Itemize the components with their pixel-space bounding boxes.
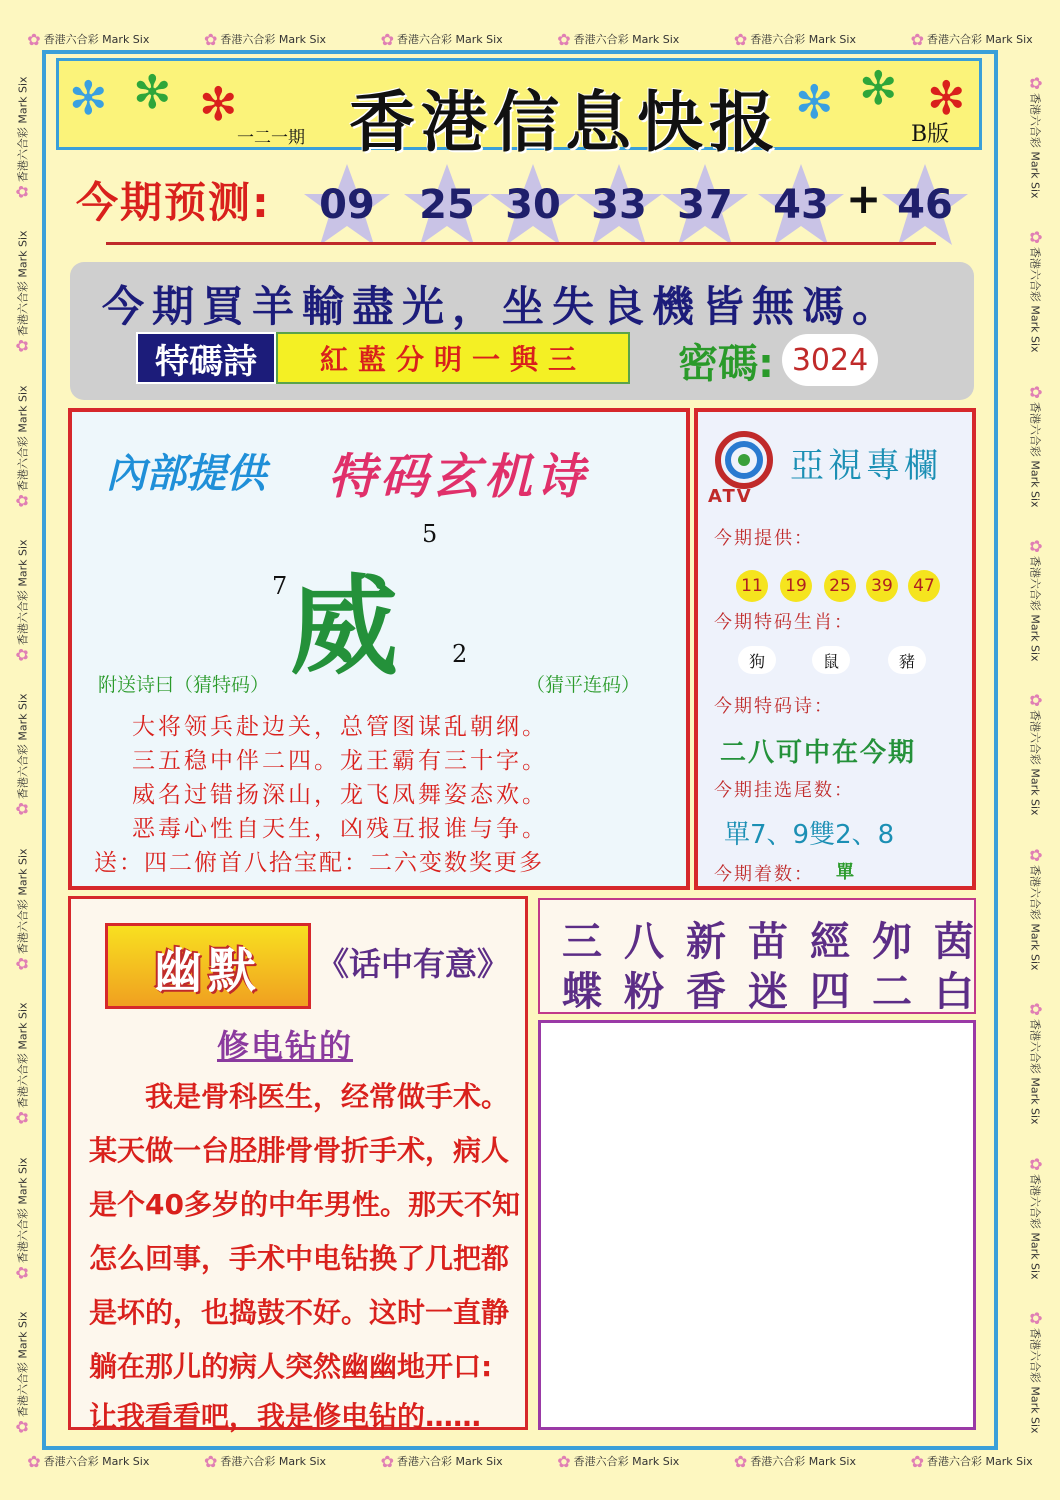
story-line: 让我看看吧，我是修电钻的…… [89,1400,482,1433]
watermark-text: 香港六合彩 Mark Six [16,539,30,646]
flower-icon: ✿ [27,29,41,49]
watermark-text: 香港六合彩 Mark Six [1029,1019,1043,1125]
flower-icon: ✿ [203,1451,218,1471]
flower-icon: ✿ [12,957,32,971]
asterisk-icon: ✻ [133,65,172,119]
flower-icon: ✿ [12,1420,32,1434]
humor-panel [68,896,528,1433]
watermark-text: 香港六合彩 Mark Six [16,385,30,491]
watermark-text: 香港六合彩 Mark Six [16,1157,30,1263]
prediction-number: 43 [773,182,829,228]
issue-number: 一二一期 [237,128,305,148]
watermark-text: 香港六合彩 Mark Six [16,76,30,182]
count-label: 今期着数： [714,864,814,885]
flower-icon: ✿ [1026,1157,1046,1171]
watermark-text: 香港六合彩 Mark Six [16,1002,30,1109]
watermark [1027,694,1046,816]
watermark-text: 香港六合彩 Mark Six [750,1455,856,1468]
number-star [302,160,392,250]
flower-icon: ✿ [12,648,32,662]
watermark [557,1452,679,1471]
prediction-label: 今期预测: [76,178,271,227]
watermark [13,848,32,970]
humor-badge [105,923,311,1009]
num-top: 5 [422,520,438,548]
inside-poem-panel [68,408,690,890]
number-ball: 19 [780,570,812,602]
flower-icon: ✿ [203,29,218,49]
atv-title: 亞視專欄 [790,446,942,486]
story-line: 怎么回事，手术中电钻换了几把都 [89,1242,510,1275]
watermark-text: 香港六合彩 Mark Six [1029,247,1043,353]
watermark [1027,385,1046,507]
watermark [13,694,32,816]
prediction-row [56,152,982,252]
zodiac-badge: 鼠 [812,646,850,674]
watermark [13,385,32,507]
tail-numbers: 單7、9雙2、8 [724,820,895,850]
watermark [1027,539,1046,661]
asterisk-icon: ✻ [927,71,966,125]
big-character: 威 [290,564,399,690]
gift-label: 附送诗曰（猜特码） [98,674,270,696]
guess-label: （猜平连码） [526,674,641,696]
prediction-number: 37 [677,182,733,228]
panel-a-right-title: 特码玄机诗 [328,449,589,505]
asterisk-icon: ✻ [795,75,834,129]
flower-icon: ✿ [1026,539,1046,553]
special-poem-label: 今期特码诗： [714,696,834,717]
flower-icon: ✿ [1026,848,1046,862]
watermark [911,30,1033,49]
watermark [13,539,32,661]
watermark [1027,231,1046,353]
poem-line: 恶毒心性自天生，凶残互报谁与争。 [132,816,548,842]
watermark-text: 香港六合彩 Mark Six [16,1311,30,1418]
verse-panel [538,898,996,1015]
provide-label: 今期提供： [714,528,814,549]
flower-icon: ✿ [12,1265,32,1280]
watermark [1027,1157,1046,1279]
story-title: 修电钻的 [217,1027,354,1065]
header-banner [56,58,982,161]
flower-icon: ✿ [380,1451,394,1471]
blank-panel [538,1020,976,1430]
flower-icon: ✿ [12,802,32,817]
atv-logo-icon [712,428,776,492]
page-title: 香港信息快报 [349,83,781,161]
story-line: 某天做一台胫腓骨骨折手术，病人 [89,1134,510,1167]
tail-label: 今期挂选尾数： [714,780,854,801]
story-line: 我是骨科医生，经常做手术。 [89,1080,510,1113]
poem-last-line: 送：四二俯首八拾宝配：二六变数奖更多 [94,850,544,876]
watermark [27,1452,149,1471]
num-bottom: 2 [452,640,468,668]
flower-icon: ✿ [733,1451,748,1471]
watermark-text: 香港六合彩 Mark Six [1029,1328,1043,1434]
num-left: 7 [272,572,288,600]
code-value: 3024 [782,334,878,386]
watermark-bottom-row [0,1446,1060,1476]
watermark [557,30,679,49]
watermark-text: 香港六合彩 Mark Six [220,1455,327,1468]
poem-line: 大将领兵赴边关，总管图谋乱朝纲。 [132,714,548,740]
main-poem-line: 今期買羊輸盡光，坐失良機皆無馮。 [102,282,903,331]
verse-line: 三八新苗經夘茵 [562,919,996,965]
panel-a-left-title: 內部提供 [106,451,266,497]
zodiac-label: 今期特码生肖： [714,612,854,633]
number-star [488,160,578,250]
watermark [1027,1312,1046,1434]
watermark [1027,76,1046,198]
number-star [756,160,846,250]
flower-icon: ✿ [1026,1311,1046,1326]
special-number: 46 [897,182,953,228]
zodiac-badge: 狗 [738,646,776,674]
watermark [911,1452,1033,1471]
flower-icon: ✿ [1026,385,1046,399]
watermark-text: 香港六合彩 Mark Six [16,848,30,955]
watermark [734,1452,856,1471]
number-star [574,160,664,250]
prediction-number: 30 [505,182,561,228]
poem-line: 威名过错扬深山，龙飞凤舞姿态欢。 [132,782,548,808]
watermark [13,1312,32,1434]
watermark [13,1003,32,1125]
watermark [13,231,32,353]
watermark-text: 香港六合彩 Mark Six [1029,1173,1043,1280]
special-poem-label: 特碼詩 [136,332,276,384]
watermark [204,1452,326,1471]
poem-box [70,262,974,400]
watermark [13,1157,32,1279]
asterisk-icon: ✻ [69,71,108,125]
poem-line: 三五稳中伴二四。龙王霸有三十字。 [132,748,548,774]
watermark-text: 香港六合彩 Mark Six [220,33,327,46]
watermark-right-column [1016,60,1056,1450]
watermark [1027,1003,1046,1125]
flower-icon: ✿ [1026,693,1046,708]
flower-icon: ✿ [1026,230,1046,245]
flower-icon: ✿ [1026,76,1046,90]
prediction-number: 09 [319,182,375,228]
watermark-left-column [2,60,42,1450]
watermark [1027,848,1046,970]
flower-icon: ✿ [557,1451,571,1471]
watermark-text: 香港六合彩 Mark Six [1029,555,1043,662]
number-ball: 11 [736,570,768,602]
number-ball: 47 [908,570,940,602]
watermark-text: 香港六合彩 Mark Six [1029,401,1043,508]
watermark [381,30,503,49]
number-ball: 25 [824,570,856,602]
humor-label: 幽默 [153,942,262,999]
watermark-text: 香港六合彩 Mark Six [16,693,30,800]
flower-icon: ✿ [12,1111,32,1125]
flower-icon: ✿ [910,29,924,49]
humor-subtitle: 《话中有意》 [317,945,510,983]
watermark-text: 香港六合彩 Mark Six [43,1455,150,1468]
watermark-text: 香港六合彩 Mark Six [1029,864,1043,971]
divider [106,242,936,245]
special-poem: 二八可中在今期 [720,738,917,768]
watermark-text: 香港六合彩 Mark Six [1029,710,1043,817]
count-value: 單 [836,862,854,883]
watermark [13,76,32,198]
watermark-text: 香港六合彩 Mark Six [1029,92,1043,199]
flower-icon: ✿ [12,493,32,508]
atv-logo-text: ATV [708,486,753,507]
story-line: 躺在那儿的病人突然幽幽地开口: [89,1350,493,1383]
story-line: 是个40多岁的中年男性。那天不知 [89,1188,520,1221]
code-label: 密碼: [678,341,774,387]
watermark-text: 香港六合彩 Mark Six [926,33,1033,46]
flower-icon: ✿ [1026,1002,1046,1017]
flower-icon: ✿ [27,1451,41,1471]
prediction-number: 25 [419,182,475,228]
watermark-text: 香港六合彩 Mark Six [750,33,856,46]
watermark [27,30,149,49]
special-poem-text: 紅藍分明一與三 [276,332,630,384]
number-star [660,160,750,250]
story-line: 是坏的，也捣鼓不好。这时一直静 [89,1296,510,1329]
watermark [381,1452,503,1471]
plus-sign: + [846,174,882,223]
watermark-text: 香港六合彩 Mark Six [573,1455,680,1468]
number-star [402,160,492,250]
watermark-text: 香港六合彩 Mark Six [397,1455,503,1468]
flower-icon: ✿ [733,29,748,49]
prediction-number: 33 [591,182,647,228]
watermark [734,30,856,49]
asterisk-icon: ✻ [859,61,898,115]
watermark-text: 香港六合彩 Mark Six [43,33,150,46]
watermark-text: 香港六合彩 Mark Six [16,230,30,337]
flower-icon: ✿ [910,1451,924,1471]
flower-icon: ✿ [12,184,32,199]
asterisk-icon: ✻ [199,77,238,131]
watermark-text: 香港六合彩 Mark Six [397,33,503,46]
number-star [880,160,970,250]
watermark [204,30,326,49]
flower-icon: ✿ [380,29,394,49]
flower-icon: ✿ [557,29,571,49]
atv-column-panel [694,408,976,890]
watermark-text: 香港六合彩 Mark Six [926,1455,1033,1468]
edition-label: B版 [911,122,950,147]
zodiac-badge: 豬 [888,646,926,674]
verse-line: 蝶粉香迷四二白 [562,969,996,1015]
flower-icon: ✿ [12,339,32,353]
number-ball: 39 [866,570,898,602]
watermark-text: 香港六合彩 Mark Six [573,33,680,46]
